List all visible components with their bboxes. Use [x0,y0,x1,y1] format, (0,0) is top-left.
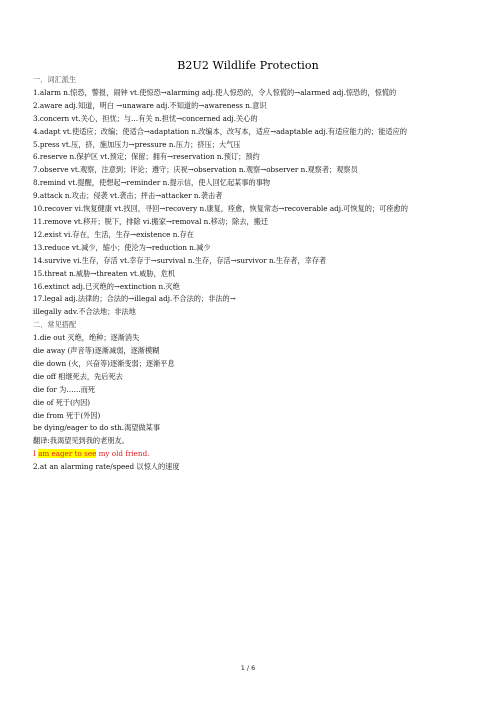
vocab-item: 12.exist vi.存在，生活，生存→existence n.存在 [33,229,194,239]
example-prefix: I [33,449,39,459]
phrase-item: be dying/eager to do sth.渴望做某事 [33,423,161,433]
vocab-item: 5.press vt.压，挤，施加压力→pressure n.压力；挤压；大气压 [33,139,241,149]
phrase-item: die for 为……而死 [33,384,96,394]
vocab-item: 6.reserve n.保护区 vt.预定；保留；拥有→reservation n.预订；预约 [33,152,260,162]
vocab-item: 10.recover vi.恢复健康 vt.找回，寻回→recovery n.康复，痊愈，恢复常态→recoverable adj.可恢复的；可痊愈的 [33,204,408,214]
phrase-item: 1.die out 灭绝，绝种；逐渐消失 [33,333,140,343]
vocab-item: 2.aware adj.知道，明白 →unaware adj.不知道的→awareness n.意识 [33,100,267,110]
page-title: B2U2 Wildlife Protection [177,59,319,72]
page-indicator: 1 / 6 [240,664,256,672]
vocab-item: illegally adv.不合法地；非法地 [33,307,136,317]
section-heading-phrases: 二．常见搭配 [33,320,77,330]
phrase-item: 2.at an alarming rate/speed 以惊人的速度 [33,462,180,472]
vocab-item: 16.extinct adj.已灭绝的→extinction n.灭绝 [33,281,180,291]
phrase-item: die off 相继死去，先后死去 [33,371,123,381]
vocab-item: 9.attack n.攻击；侵袭 vt.袭击；抨击→attacker n.袭击者 [33,191,223,201]
vocab-item: 1.alarm n.惊恐，警报，闹钟 vt.使惊恐→alarming adj.使人惊恐的，令人惊慌的→alarmed adj.惊恐的，惊慌的 [33,87,397,97]
vocab-item: 13.reduce vt.减少，缩小；使沦为→reduction n.减少 [33,242,211,252]
vocab-item: 7.observe vt.观察，注意到；评论；遵守；庆祝→observation n.观察→observer n.观察者；观察员 [33,165,358,175]
example-sentence [33,448,463,461]
example-suffix: my old friend. [96,449,150,459]
translation-prompt: 翻译:我渴望见到我的老朋友。 [33,436,129,446]
phrase-item: die from 死于(外因) [33,410,101,420]
vocab-item: 14.survive vi.生存，存活 vt.幸存于→survival n.生存，存活→survivor n.生存者，幸存者 [33,255,327,265]
document-body [33,74,463,474]
phrase-item: die of 死于(内因) [33,397,91,407]
highlighted-phrase: am eager to see [38,449,97,459]
vocab-item: 3.concern vt.关心，担忧；与…有关 n.担忧→concerned adj.关心的 [33,113,258,123]
phrase-item: die away (声音等)逐渐减弱，逐渐模糊 [33,346,160,356]
vocab-item: 17.legal adj.法律的；合法的→illegal adj.不合法的；非法的→ [33,294,236,304]
vocab-item: 15.threat n.威胁→threaten vt.威胁，危机 [33,268,176,278]
vocab-item: 4.adapt vt.使适应；改编；使适合→adaptation n.改编本，改写本，适应→adaptable adj.有适应能力的；能适应的 [33,126,407,136]
vocab-item: 8.remind vt.提醒，使想起→reminder n.提示信，使人回忆起某事的事物 [33,178,271,188]
section-heading-vocab: 一．词汇派生 [33,75,77,84]
vocab-item: 11.remove vt.移开；脱下，排除 vi.搬家→removal n.移动；除去，搬迁 [33,216,269,226]
phrase-item: die down (火，兴奋等)逐渐变弱；逐渐平息 [33,358,175,368]
